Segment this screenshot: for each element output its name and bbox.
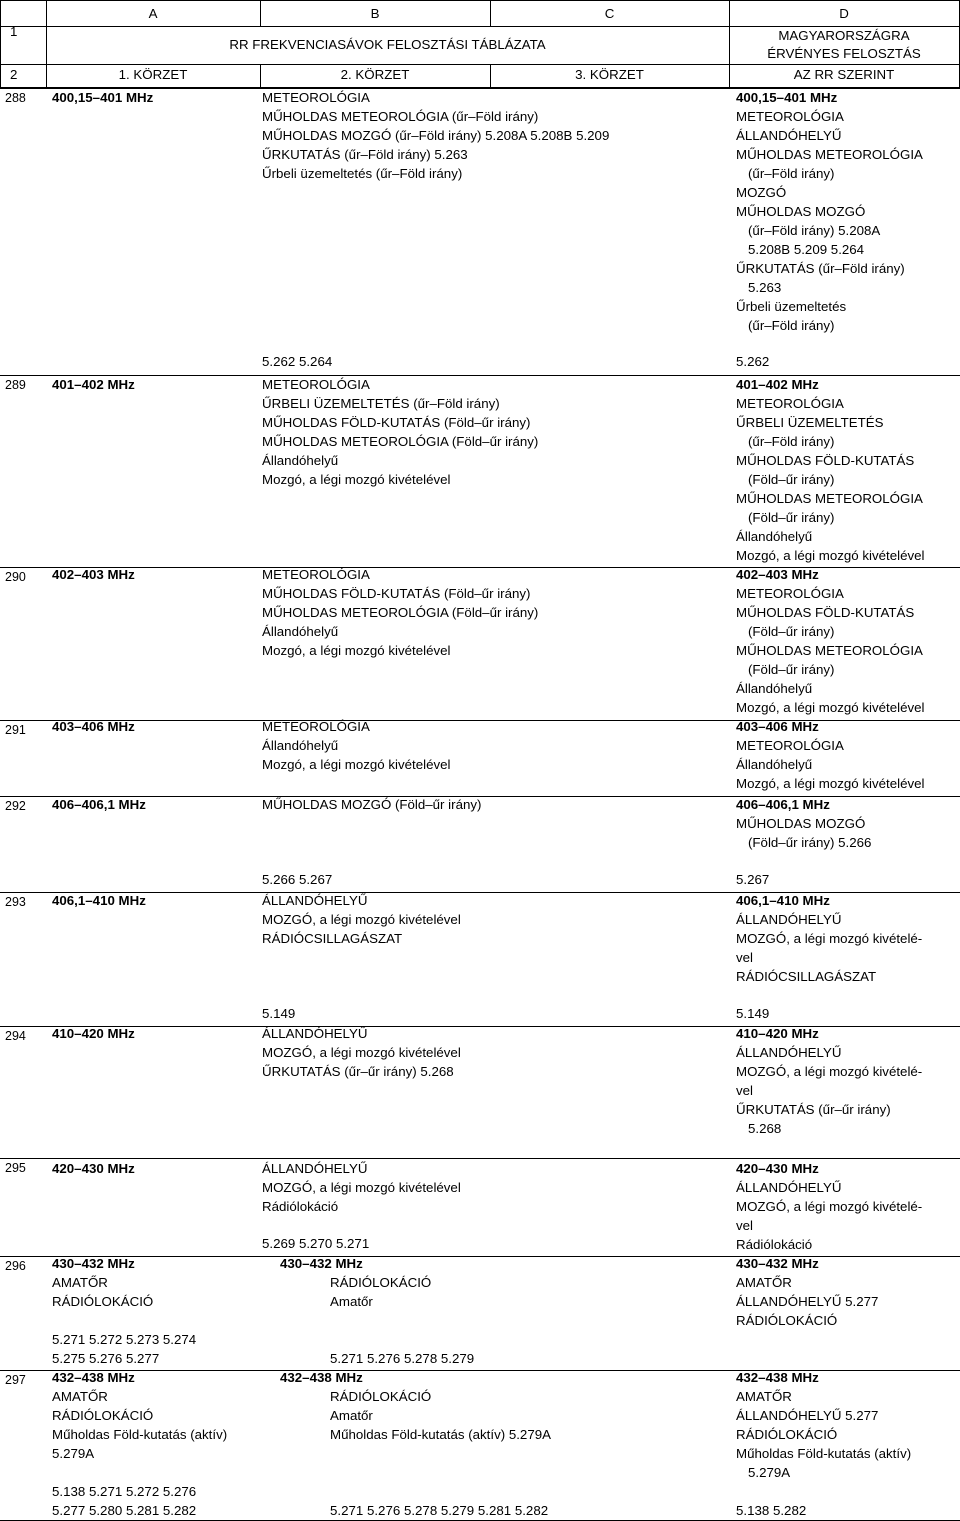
col-d-line: METEOROLÓGIA (736, 109, 844, 124)
row-number: 295 (5, 1161, 26, 1175)
column-letter-b: B (370, 6, 380, 21)
col-d-line: ÁLLANDÓHELYŰ (736, 1180, 842, 1195)
col-d-line: Állandóhelyű (736, 681, 813, 696)
col-b-line: ÁLLANDÓHELYŰ (262, 1026, 368, 1041)
col-d-line: 401–402 MHz (736, 377, 819, 392)
col-d-line: AMATŐR (736, 1275, 792, 1290)
col-b-line: MŰHOLDAS METEOROLÓGIA (űr–Föld irány) (262, 109, 539, 124)
col-d-line: MOZGÓ, a légi mozgó kivételé- (736, 1064, 923, 1079)
col-b-footnote: 5.269 5.270 5.271 (262, 1236, 370, 1251)
col-bc-line: 432–438 MHz (280, 1370, 363, 1385)
col-d-footnote: 5.262 (736, 354, 770, 369)
table-title: RR FREKVENCIASÁVOK FELOSZTÁSI TÁBLÁZATA (229, 37, 546, 52)
col-d-line: (Föld–űr irány) (748, 510, 835, 525)
region-1-header: 1. KÖRZET (118, 67, 188, 82)
col-b-line: MŰHOLDAS FÖLD-KUTATÁS (Föld–űr irány) (262, 586, 531, 601)
col-b-line: Mozgó, a légi mozgó kivételével (262, 472, 451, 487)
col-bc-footnote: 5.271 5.276 5.278 5.279 (330, 1351, 475, 1366)
col-b-line: RÁDIÓCSILLAGÁSZAT (262, 931, 403, 946)
col-a-line: 406,1–410 MHz (52, 893, 146, 908)
col-b-line: MOZGÓ, a légi mozgó kivételével (262, 912, 461, 927)
col-d-line: (Föld–űr irány) (748, 472, 835, 487)
header-top-line (0, 0, 960, 1)
col-b-line: MOZGÓ, a légi mozgó kivételével (262, 1180, 461, 1195)
col-d-line: MŰHOLDAS MOZGÓ (736, 204, 866, 219)
col-b-footnote: 5.149 (262, 1006, 296, 1021)
col-b-line: Mozgó, a légi mozgó kivételével (262, 643, 451, 658)
col-d-line: MOZGÓ, a légi mozgó kivételé- (736, 931, 923, 946)
col-d-line: RÁDIÓLOKÁCIÓ (736, 1313, 838, 1328)
col-d-line: ÁLLANDÓHELYŰ (736, 912, 842, 927)
col-d-line: 5.268 (748, 1121, 782, 1136)
col-d-line: MŰHOLDAS MOZGÓ (736, 816, 866, 831)
col-a-line: 406–406,1 MHz (52, 797, 146, 812)
col-d-line: ŰRKUTATÁS (űr–Föld irány) (736, 261, 905, 276)
col-b-line: ÁLLANDÓHELYŰ (262, 1161, 368, 1176)
col-a-line: RÁDIÓLOKÁCIÓ (52, 1294, 154, 1309)
col-d-line: 430–432 MHz (736, 1256, 819, 1271)
col-bc-line: Amatőr (330, 1294, 373, 1309)
col-d-line: 406,1–410 MHz (736, 893, 830, 908)
col-b-line: MŰHOLDAS METEOROLÓGIA (Föld–űr irány) (262, 605, 539, 620)
col-d-line: ÁLLANDÓHELYŰ (736, 1045, 842, 1060)
col-a-line: AMATŐR (52, 1275, 108, 1290)
col-a-line: 400,15–401 MHz (52, 90, 154, 105)
col-b-line: Űrbeli üzemeltetés (űr–Föld irány) (262, 166, 463, 181)
col-d-line: (űr–Föld irány) (748, 166, 835, 181)
col-bc-line: RÁDIÓLOKÁCIÓ (330, 1275, 432, 1290)
col-a-line: 401–402 MHz (52, 377, 135, 392)
col-a-footnote: 5.271 5.272 5.273 5.274 (52, 1332, 197, 1347)
col-d-line: 5.263 (748, 280, 782, 295)
col-b-line: ŰRKUTATÁS (űr–űr irány) 5.268 (262, 1064, 454, 1079)
col-b-line: Mozgó, a légi mozgó kivételével (262, 757, 451, 772)
col-d-line: MOZGÓ, a légi mozgó kivételé- (736, 1199, 923, 1214)
col-d-line: MŰHOLDAS METEOROLÓGIA (736, 643, 923, 658)
col-d-line: MOZGÓ (736, 185, 787, 200)
col-b-line: METEOROLÓGIA (262, 567, 370, 582)
d-subheader: AZ RR SZERINT (793, 67, 895, 82)
col-b-line: MOZGÓ, a légi mozgó kivételével (262, 1045, 461, 1060)
col-b-footnote: 5.262 5.264 (262, 354, 333, 369)
col-d-line: Mozgó, a légi mozgó kivételével (736, 776, 925, 791)
row-number: 296 (5, 1259, 26, 1273)
col-d-line: ÁLLANDÓHELYŰ (736, 128, 842, 143)
col-b-line: ŰRKUTATÁS (űr–Föld irány) 5.263 (262, 147, 468, 162)
col-d-line: vel (736, 1083, 753, 1098)
col-b-line: Állandóhelyű (262, 453, 339, 468)
col-d-line: RÁDIÓCSILLAGÁSZAT (736, 969, 877, 984)
col-b-line: Állandóhelyű (262, 738, 339, 753)
col-d-line: (Föld–űr irány) 5.266 (748, 835, 872, 850)
row-number-2: 2 (10, 67, 18, 82)
col-a-line: 402–403 MHz (52, 567, 135, 582)
col-b-line: MŰHOLDAS MOZGÓ (Föld–űr irány) (262, 797, 482, 812)
col-a-footnote: 5.275 5.276 5.277 (52, 1351, 160, 1366)
row-number: 293 (5, 895, 26, 909)
col-d-line: 406–406,1 MHz (736, 797, 830, 812)
row-number: 288 (5, 91, 26, 105)
col-d-line: ŰRBELI ÜZEMELTETÉS (736, 415, 884, 430)
col-d-line: 5.208B 5.209 5.264 (748, 242, 865, 257)
col-d-line: (űr–Föld irány) 5.208A (748, 223, 881, 238)
col-d-line: Műholdas Föld-kutatás (aktív) (736, 1446, 912, 1461)
col-bc-line: 430–432 MHz (280, 1256, 363, 1271)
col-a-footnote: 5.138 5.271 5.272 5.276 (52, 1484, 197, 1499)
col-bc-line: RÁDIÓLOKÁCIÓ (330, 1389, 432, 1404)
col-a-line: 430–432 MHz (52, 1256, 135, 1271)
col-b-line: METEOROLÓGIA (262, 377, 370, 392)
col-d-line: MŰHOLDAS METEOROLÓGIA (736, 491, 923, 506)
region-2-header: 2. KÖRZET (340, 67, 410, 82)
col-a-line: 410–420 MHz (52, 1026, 135, 1041)
col-a-line: 432–438 MHz (52, 1370, 135, 1385)
col-d-line: 410–420 MHz (736, 1026, 819, 1041)
col-a-footnote: 5.277 5.280 5.281 5.282 (52, 1503, 197, 1518)
col-d-line: (űr–Föld irány) (748, 434, 835, 449)
row-number: 294 (5, 1029, 26, 1043)
col-a-line: 420–430 MHz (52, 1161, 135, 1176)
col-b-line: Rádiólokáció (262, 1199, 339, 1214)
column-letter-d: D (839, 6, 849, 21)
col-a-line: RÁDIÓLOKÁCIÓ (52, 1408, 154, 1423)
col-d-line: 5.279A (748, 1465, 791, 1480)
col-d-line: (Föld–űr irány) (748, 624, 835, 639)
col-b-line: METEOROLÓGIA (262, 90, 370, 105)
col-d-line: METEOROLÓGIA (736, 738, 844, 753)
col-d-footnote: 5.267 (736, 872, 770, 887)
region-3-header: 3. KÖRZET (575, 67, 644, 82)
col-d-line: METEOROLÓGIA (736, 396, 844, 411)
col-d-line: (űr–Föld irány) (748, 318, 835, 333)
col-d-line: MŰHOLDAS FÖLD-KUTATÁS (736, 453, 915, 468)
col-d-line: (Föld–űr irány) (748, 662, 835, 677)
col-d-line: 403–406 MHz (736, 719, 819, 734)
col-d-line: Állandóhelyű (736, 757, 813, 772)
col-d-line: Űrbeli üzemeltetés (736, 299, 847, 314)
col-a-line: Műholdas Föld-kutatás (aktív) (52, 1427, 228, 1442)
col-d-line: RÁDIÓLOKÁCIÓ (736, 1427, 838, 1442)
col-d-line: METEOROLÓGIA (736, 586, 844, 601)
col-d-line: ÁLLANDÓHELYŰ 5.277 (736, 1294, 879, 1309)
row-number: 297 (5, 1373, 26, 1387)
col-b-line: Állandóhelyű (262, 624, 339, 639)
col-d-line: vel (736, 1218, 753, 1233)
col-d-footnote: 5.149 (736, 1006, 770, 1021)
col-b-line: MŰHOLDAS MOZGÓ (űr–Föld irány) 5.208A 5.208B 5.209 (262, 128, 610, 143)
col-bc-footnote: 5.271 5.276 5.278 5.279 5.281 5.282 (330, 1503, 549, 1518)
col-d-footnote: 5.138 5.282 (736, 1503, 807, 1518)
row-number: 292 (5, 799, 26, 813)
column-letter-a: A (148, 6, 158, 21)
row-number-1: 1 (10, 24, 18, 39)
col-d-line: MŰHOLDAS FÖLD-KUTATÁS (736, 605, 915, 620)
header-vline-0 (0, 0, 1, 88)
col-b-line: MŰHOLDAS METEOROLÓGIA (Föld–űr irány) (262, 434, 539, 449)
col-b-line: ÁLLANDÓHELYŰ (262, 893, 368, 908)
col-d-line: Rádiólokáció (736, 1237, 813, 1252)
col-a-line: AMATŐR (52, 1389, 108, 1404)
col-d-line: MŰHOLDAS METEOROLÓGIA (736, 147, 923, 162)
col-d-line: AMATŐR (736, 1389, 792, 1404)
col-d-line: vel (736, 950, 753, 965)
col-b-line: METEOROLÓGIA (262, 719, 370, 734)
col-bc-line: Amatőr (330, 1408, 373, 1423)
col-b-line: MŰHOLDAS FÖLD-KUTATÁS (Föld–űr irány) (262, 415, 531, 430)
d-title-line-1: MAGYARORSZÁGRA (778, 28, 910, 43)
col-d-line: 420–430 MHz (736, 1161, 819, 1176)
col-d-line: 432–438 MHz (736, 1370, 819, 1385)
col-a-line: 5.279A (52, 1446, 95, 1461)
col-d-line: ÁLLANDÓHELYŰ 5.277 (736, 1408, 879, 1423)
col-a-line: 403–406 MHz (52, 719, 135, 734)
column-letter-c: C (604, 6, 615, 21)
col-d-line: Mozgó, a légi mozgó kivételével (736, 700, 925, 715)
col-b-footnote: 5.266 5.267 (262, 872, 333, 887)
col-d-line: Állandóhelyű (736, 529, 813, 544)
col-d-line: Mozgó, a légi mozgó kivételével (736, 548, 925, 563)
col-bc-line: Műholdas Föld-kutatás (aktív) 5.279A (330, 1427, 551, 1442)
d-title-line-2: ÉRVÉNYES FELOSZTÁS (767, 46, 921, 61)
col-b-line: ŰRBELI ÜZEMELTETÉS (űr–Föld irány) (262, 396, 500, 411)
row-number: 289 (5, 378, 26, 392)
col-d-line: 402–403 MHz (736, 567, 819, 582)
row-number: 291 (5, 723, 26, 737)
col-d-line: 400,15–401 MHz (736, 90, 838, 105)
col-d-line: ŰRKUTATÁS (űr–űr irány) (736, 1102, 891, 1117)
row-number: 290 (5, 570, 26, 584)
